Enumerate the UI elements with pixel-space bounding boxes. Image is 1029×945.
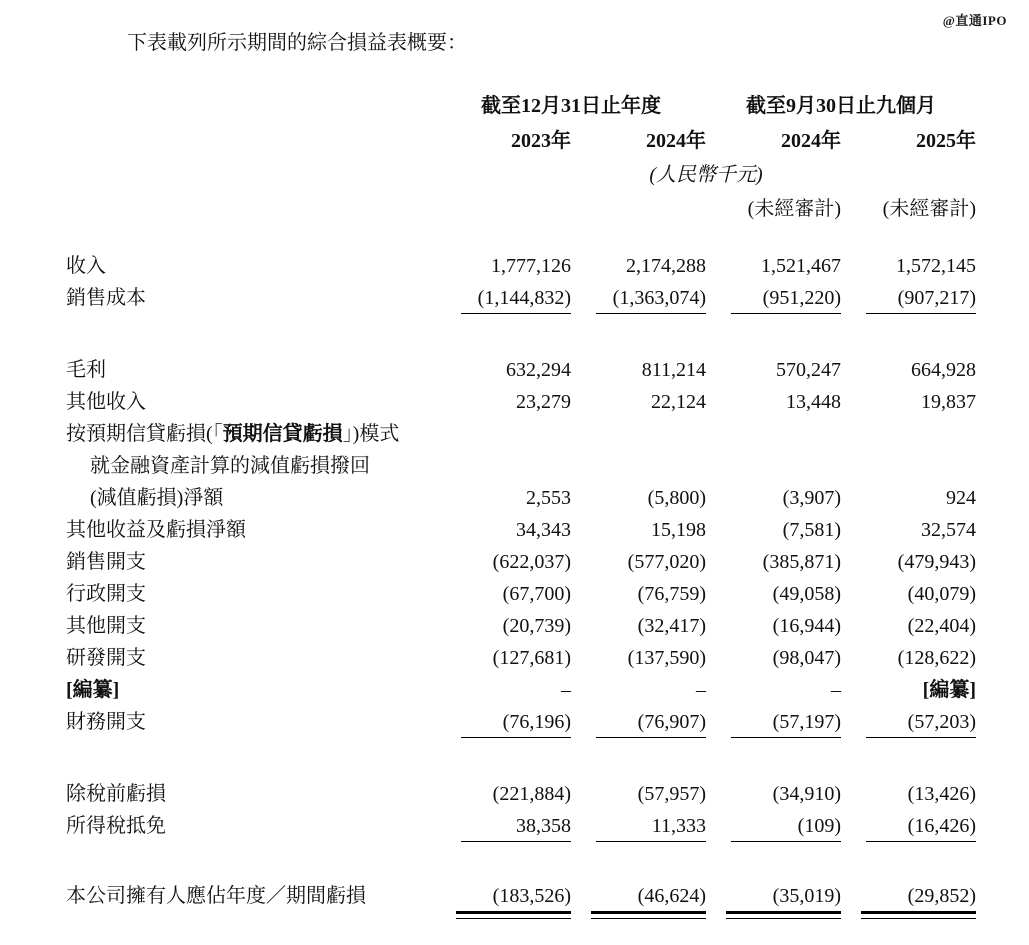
currency-unit-note: (人民幣千元) xyxy=(649,164,763,186)
value-cell: (76,759) xyxy=(637,583,706,605)
spacer xyxy=(66,226,976,250)
year-header-row xyxy=(66,124,976,158)
value-cell: 2,174,288 xyxy=(626,255,706,277)
value-cell: – xyxy=(831,679,841,701)
table-row-loss-attributable-owners xyxy=(66,880,976,912)
value-cell: (128,622) xyxy=(897,647,976,669)
value-cell: (67,700) xyxy=(502,583,571,605)
row-label: 所得稅抵免 xyxy=(66,815,166,837)
double-underlined-value: (183,526) xyxy=(456,883,571,919)
value-cell xyxy=(571,706,706,738)
table-row-income-tax-credit xyxy=(66,810,976,842)
value-cell: 811,214 xyxy=(641,359,706,381)
value-cell: 19,837 xyxy=(921,391,976,413)
value-cell: (622,037) xyxy=(492,551,571,573)
table-row-loss-before-tax xyxy=(66,778,976,810)
value-cell: (7,581) xyxy=(782,519,841,541)
value-cell: 34,343 xyxy=(516,519,571,541)
row-label: 研發開支 xyxy=(66,647,146,669)
value-cell xyxy=(706,880,841,912)
value-cell xyxy=(436,880,571,912)
value-cell: (137,590) xyxy=(627,647,706,669)
row-label: 毛利 xyxy=(66,359,106,381)
value-cell: (22,404) xyxy=(907,615,976,637)
year-header-2024: 2024年 xyxy=(646,130,706,152)
column-group-header-row xyxy=(66,88,976,124)
table-row-ecl-line1 xyxy=(66,418,976,450)
table-row-selling-expenses xyxy=(66,546,976,578)
value-cell: (385,871) xyxy=(762,551,841,573)
underlined-value: (76,907) xyxy=(596,709,706,738)
value-cell: 1,777,126 xyxy=(491,255,571,277)
value-cell: 32,574 xyxy=(921,519,976,541)
value-cell: (98,047) xyxy=(772,647,841,669)
table-row-finance-costs xyxy=(66,706,976,738)
value-cell: 15,198 xyxy=(651,519,706,541)
table-row-rd-expenses xyxy=(66,642,976,674)
table-row-ecl-line3 xyxy=(66,482,976,514)
label-part: 」)模式 xyxy=(342,423,400,445)
value-cell xyxy=(706,810,841,842)
watermark: @直通IPO xyxy=(942,13,1007,28)
value-cell: (577,020) xyxy=(627,551,706,573)
value-cell xyxy=(571,810,706,842)
value-cell: (13,426) xyxy=(907,783,976,805)
value-cell: [編纂] xyxy=(922,679,976,701)
table-row-other-income xyxy=(66,386,976,418)
value-cell: (40,079) xyxy=(907,583,976,605)
spacer xyxy=(66,842,976,880)
underlined-value: (951,220) xyxy=(731,285,841,314)
underlined-value: (1,363,074) xyxy=(596,285,706,314)
underlined-value: 38,358 xyxy=(461,813,571,842)
label-part-bold: 預期信貸虧損 xyxy=(222,423,343,445)
value-cell xyxy=(436,282,571,314)
double-underlined-value: (35,019) xyxy=(726,883,841,919)
value-cell: 570,247 xyxy=(776,359,841,381)
unaudited-note: (未經審計) xyxy=(747,198,841,220)
value-cell: (221,884) xyxy=(492,783,571,805)
label-part: 按預期信貸虧損(「 xyxy=(66,423,223,445)
value-cell: – xyxy=(696,679,706,701)
value-cell: 23,279 xyxy=(516,391,571,413)
underlined-value: (57,203) xyxy=(866,709,976,738)
row-label-indented: 就金融資產計算的減值虧損撥回 xyxy=(90,455,370,477)
double-underlined-value: (46,624) xyxy=(591,883,706,919)
col-group-nine-months: 截至9月30日止九個月 xyxy=(746,95,936,117)
value-cell: 22,124 xyxy=(651,391,706,413)
value-cell: (32,417) xyxy=(637,615,706,637)
unaudited-note-row xyxy=(66,192,976,226)
row-label-indented: (減值虧損)淨額 xyxy=(90,487,224,509)
table-row-other-expenses xyxy=(66,610,976,642)
table-row-cost-of-sales xyxy=(66,282,976,314)
table-row-other-gains-losses xyxy=(66,514,976,546)
value-cell xyxy=(841,810,976,842)
value-cell xyxy=(571,282,706,314)
header-spacer xyxy=(66,192,436,226)
value-cell: 13,448 xyxy=(786,391,841,413)
table-row-admin-expenses xyxy=(66,578,976,610)
row-label: 其他收益及虧損淨額 xyxy=(66,519,246,541)
currency-unit-row xyxy=(66,158,976,192)
value-cell: 1,572,145 xyxy=(896,255,976,277)
value-cell: 2,553 xyxy=(526,487,571,509)
value-cell xyxy=(436,810,571,842)
value-cell xyxy=(841,880,976,912)
year-header-2025: 2025年 xyxy=(916,130,976,152)
value-cell xyxy=(841,282,976,314)
value-cell: (20,739) xyxy=(502,615,571,637)
empty-cell xyxy=(436,192,571,226)
year-header-2023: 2023年 xyxy=(511,130,571,152)
row-label: 本公司擁有人應佔年度／期間虧損 xyxy=(66,885,366,907)
underlined-value: (76,196) xyxy=(461,709,571,738)
table-row-ecl-line2 xyxy=(66,450,976,482)
row-label: 其他開支 xyxy=(66,615,146,637)
value-cell: (127,681) xyxy=(492,647,571,669)
unaudited-note: (未經審計) xyxy=(882,198,976,220)
value-cell: – xyxy=(561,679,571,701)
value-cell xyxy=(436,706,571,738)
value-cell: 924 xyxy=(946,487,976,509)
empty-cell xyxy=(571,192,706,226)
row-label: 除稅前虧損 xyxy=(66,783,166,805)
row-label xyxy=(66,418,436,450)
row-label: 行政開支 xyxy=(66,583,146,605)
row-label: 銷售開支 xyxy=(66,551,146,573)
underlined-value: (109) xyxy=(731,813,841,842)
underlined-value: (1,144,832) xyxy=(461,285,571,314)
row-label: 其他收入 xyxy=(66,391,146,413)
value-cell: (49,058) xyxy=(772,583,841,605)
value-cell xyxy=(571,880,706,912)
income-statement-table xyxy=(66,88,976,912)
header-spacer xyxy=(66,124,436,158)
value-cell: 664,928 xyxy=(911,359,976,381)
underlined-value: (16,426) xyxy=(866,813,976,842)
value-cell: (479,943) xyxy=(897,551,976,573)
year-header-2024-9m: 2024年 xyxy=(781,130,841,152)
value-cell xyxy=(841,706,976,738)
value-cell xyxy=(706,706,841,738)
row-label: 銷售成本 xyxy=(66,287,146,309)
row-label: 財務開支 xyxy=(66,711,146,733)
table-row-redacted xyxy=(66,674,976,706)
value-cell: (16,944) xyxy=(772,615,841,637)
table-row-gross-profit xyxy=(66,354,976,386)
underlined-value: (57,197) xyxy=(731,709,841,738)
double-underlined-value: (29,852) xyxy=(861,883,976,919)
underlined-value: (907,217) xyxy=(866,285,976,314)
value-cell xyxy=(706,282,841,314)
underlined-value: 11,333 xyxy=(596,813,706,842)
value-cell: (5,800) xyxy=(647,487,706,509)
header-spacer xyxy=(66,88,436,124)
intro-text: 下表載列所示期間的綜合損益表概要： xyxy=(127,32,467,54)
value-cell: (34,910) xyxy=(772,783,841,805)
spacer xyxy=(66,738,976,778)
value-cell: (3,907) xyxy=(782,487,841,509)
value-cell: 1,521,467 xyxy=(761,255,841,277)
value-cell: (57,957) xyxy=(637,783,706,805)
table-row-revenue xyxy=(66,250,976,282)
spacer xyxy=(66,314,976,354)
row-label: [編纂] xyxy=(66,679,120,701)
col-group-year-ended: 截至12月31日止年度 xyxy=(481,95,661,117)
value-cell: 632,294 xyxy=(506,359,571,381)
row-label: 收入 xyxy=(66,255,106,277)
